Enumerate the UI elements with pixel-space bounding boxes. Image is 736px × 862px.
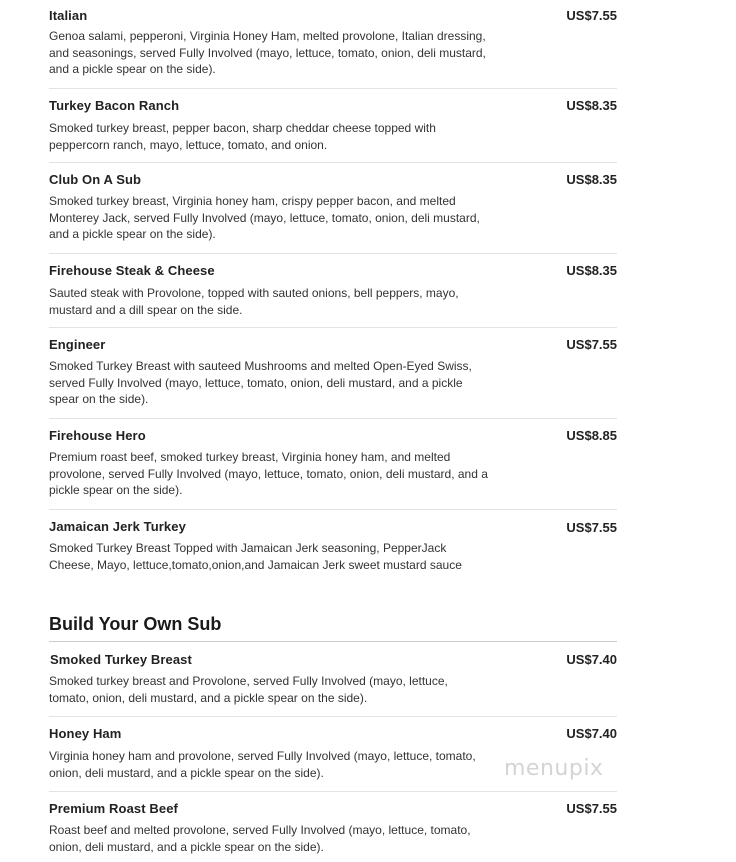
menu-list-byo — [49, 642, 617, 862]
item-price: US$8.35 — [566, 98, 617, 113]
item-price: US$7.55 — [566, 801, 617, 816]
item-description: Smoked turkey breast, Virginia honey ham, crispy pepper bacon, and melted Monterey Jack, served Fully Involved (mayo, lettuce, tomato, onion, deli mustard, and a pickle spear on the side). — [49, 194, 480, 241]
item-price: US$7.55 — [566, 8, 617, 23]
item-price: US$7.40 — [566, 652, 617, 667]
item-description: Sauted steak with Provolone, topped with sauted onions, bell peppers, mayo, mustard and a dill spear on the side. — [49, 286, 459, 317]
item-description: Premium roast beef, smoked turkey breast, Virginia honey ham, and melted provolone, served Fully Involved (mayo, lettuce, tomato, onion, deli mustard, and a pickle spear on the side). — [49, 450, 488, 497]
menu-item — [49, 642, 617, 717]
item-description: Roast beef and melted provolone, served Fully Involved (mayo, lettuce, tomato, onion, deli mustard, and a pickle spear on the side). — [49, 823, 471, 854]
item-name: Engineer — [49, 337, 106, 352]
item-description: Smoked turkey breast and Provolone, served Fully Involved (mayo, lettuce, tomato, onion, deli mustard, and a pickle spear on the side). — [49, 674, 448, 705]
menu-list-top — [49, 0, 617, 600]
item-name: Turkey Bacon Ranch — [49, 98, 180, 113]
item-name: Honey Ham — [49, 726, 122, 741]
item-description: Genoa salami, pepperoni, Virginia Honey Ham, melted provolone, Italian dressing, and seasonings, served Fully Involved (mayo, lettuce, tomato, onion, deli mustard, and a pickle spear on the side). — [49, 29, 486, 76]
item-price: US$7.55 — [566, 337, 617, 352]
menu-item — [49, 254, 617, 328]
item-price: US$7.55 — [566, 520, 617, 535]
item-name: Club On A Sub — [49, 172, 142, 187]
item-description: Smoked Turkey Breast with sauteed Mushrooms and melted Open-Eyed Swiss, served Fully Involved (mayo, lettuce, tomato, onion, deli mustard, and a pickle spear on the side). — [49, 359, 472, 406]
menu-item — [49, 0, 617, 89]
item-name: Smoked Turkey Breast — [50, 652, 192, 667]
item-price: US$8.35 — [566, 263, 617, 278]
item-name: Firehouse Steak & Cheese — [49, 263, 215, 278]
item-description: Smoked Turkey Breast Topped with Jamaican Jerk seasoning, PepperJack Cheese, Mayo, lettuce,tomato,onion,and Jamaican Jerk sweet mustard sauce — [49, 541, 462, 572]
menu-item — [49, 328, 617, 419]
item-description: Smoked turkey breast, pepper bacon, sharp cheddar cheese topped with peppercorn ranch, mayo, lettuce, tomato, and onion. — [49, 121, 436, 152]
item-description: Virginia honey ham and provolone, served Fully Involved (mayo, lettuce, tomato, onion, deli mustard, and a pickle spear on the side). — [49, 749, 476, 780]
item-price: US$7.40 — [566, 726, 617, 741]
item-price: US$8.85 — [566, 428, 617, 443]
item-name: Premium Roast Beef — [49, 801, 178, 816]
menu-item — [49, 163, 617, 254]
item-price: US$8.35 — [566, 172, 617, 187]
item-name: Italian — [49, 8, 88, 23]
menu-item — [49, 510, 617, 600]
item-name: Jamaican Jerk Turkey — [49, 519, 186, 534]
watermark-logo: menupix — [504, 756, 604, 781]
menu-item — [49, 89, 617, 163]
section-title: Build Your Own Sub — [49, 614, 222, 634]
menu-item — [49, 419, 617, 510]
item-name: Firehouse Hero — [49, 428, 146, 443]
